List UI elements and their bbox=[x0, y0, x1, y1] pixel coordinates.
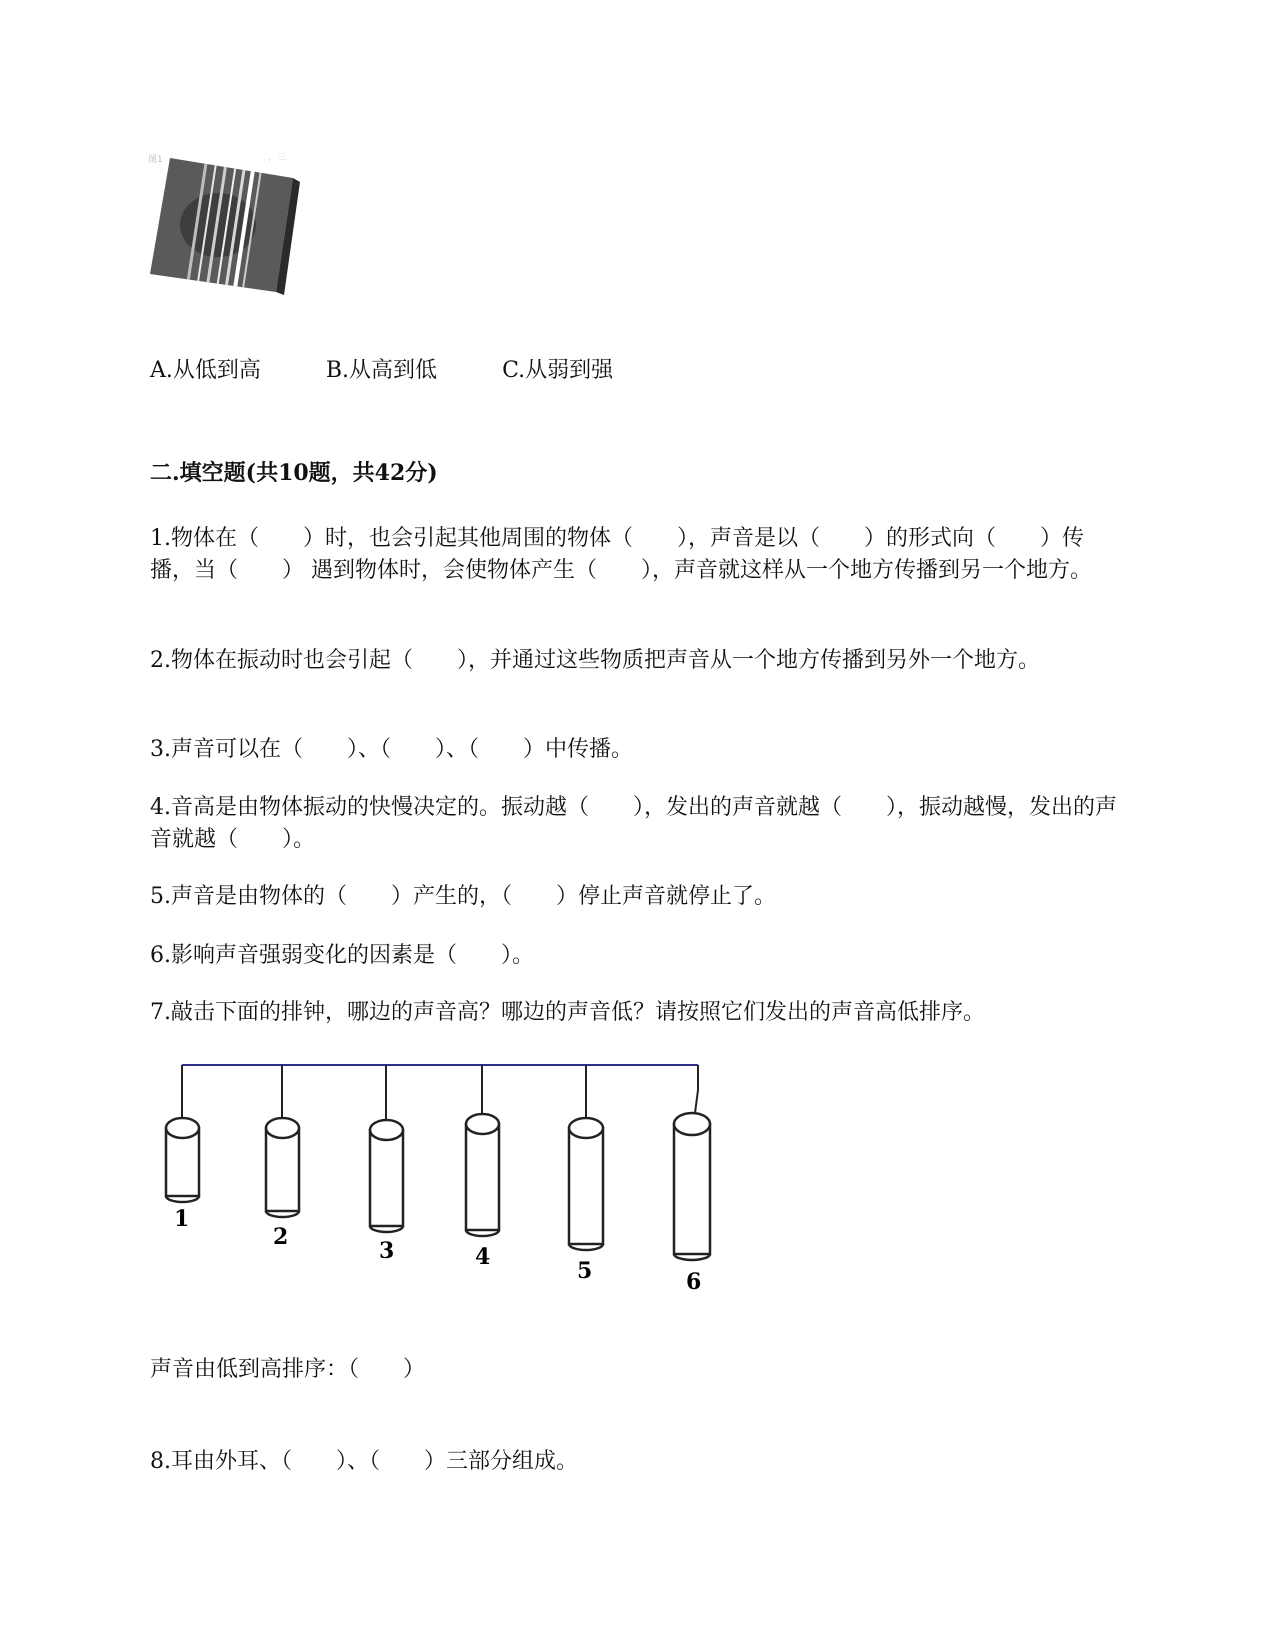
chime-tube-6 bbox=[674, 1090, 710, 1295]
chime-tube-4 bbox=[466, 1065, 499, 1270]
question-5: 5.声音是由物体的（ ）产生的，（ ）停止声音就停止了。 bbox=[150, 884, 776, 909]
question-7: 7.敲击下面的排钟，哪边的声音高？哪边的声音低？请按照它们发出的声音高低排序。 bbox=[150, 1000, 985, 1025]
question-6: 6.影响声音强弱变化的因素是（ ）。 bbox=[150, 943, 534, 968]
chime-label-3: 3 bbox=[379, 1238, 395, 1264]
chime-label-2: 2 bbox=[273, 1224, 289, 1250]
chime-tube-5 bbox=[569, 1065, 603, 1284]
option-a[interactable]: A.从低到高 bbox=[150, 358, 261, 383]
chime-label-6: 6 bbox=[686, 1269, 702, 1295]
question-1: 1.物体在（ ）时，也会引起其他周围的物体（ ），声音是以（ ）的形式向（ ）传播，当（ ） 遇到物体时，会使物体产生（ ），声音就这样从一个地方传播到另一个地方。 bbox=[150, 526, 1092, 583]
svg-text:图1: 图1 bbox=[148, 155, 163, 165]
question-7-answer-line: 声音由低到高排序：（ ） bbox=[150, 1357, 426, 1382]
tube-chimes-diagram bbox=[150, 1050, 750, 1310]
svg-text:，三: ，三 bbox=[268, 153, 287, 163]
chime-label-1: 1 bbox=[174, 1206, 190, 1232]
option-c[interactable]: C.从弱到强 bbox=[502, 358, 614, 383]
chime-tube-1 bbox=[166, 1065, 199, 1232]
section-title: 二.填空题(共10题，共42分) bbox=[150, 460, 438, 486]
chime-tube-2 bbox=[266, 1065, 299, 1250]
option-b[interactable]: B.从高到低 bbox=[325, 358, 438, 383]
question-4: 4.音高是由物体振动的快慢决定的。振动越（ ），发出的声音就越（ ），振动越慢，发出的声音就越（ ）。 bbox=[150, 795, 1117, 852]
guitar-strings-image bbox=[148, 150, 308, 295]
chime-label-5: 5 bbox=[577, 1258, 593, 1284]
choice-options bbox=[150, 356, 613, 386]
chime-label-4: 4 bbox=[475, 1244, 491, 1270]
chime-tube-3 bbox=[370, 1065, 403, 1264]
question-3: 3.声音可以在（ ）、（ ）、（ ）中传播。 bbox=[150, 737, 633, 762]
question-8: 8.耳由外耳、（ ）、（ ）三部分组成。 bbox=[150, 1449, 578, 1474]
question-2: 2.物体在振动时也会引起（ ），并通过这些物质把声音从一个地方传播到另外一个地方。 bbox=[150, 648, 1040, 673]
